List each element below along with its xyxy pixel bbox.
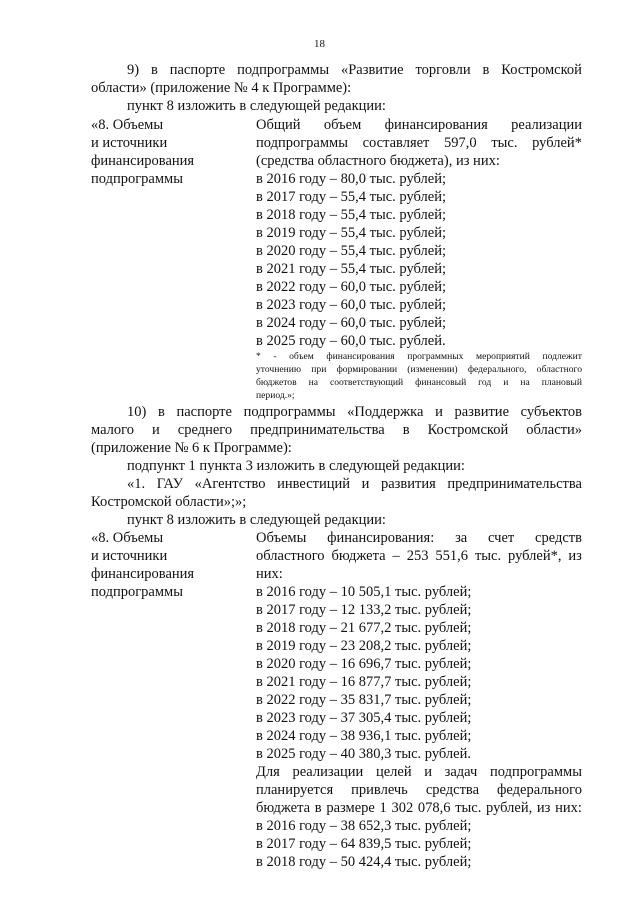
year-amount-line: в 2022 году – 35 831,7 тыс. рублей;	[256, 692, 472, 708]
footnote-line: период.»;	[256, 390, 295, 401]
word: подпрограммы	[489, 764, 582, 780]
word: привлечь	[351, 782, 408, 798]
word: на	[308, 377, 318, 388]
left-col-line: и источники	[91, 548, 168, 564]
left-col-line: «8. Объемы	[91, 117, 164, 133]
word: объем	[323, 117, 362, 133]
word: планируется	[256, 782, 334, 798]
word: в	[157, 404, 165, 420]
word: 078,6	[417, 800, 451, 816]
word: средств	[535, 530, 582, 546]
word: Объемы	[256, 530, 307, 546]
word: бюджета	[256, 800, 311, 816]
page-number: 18	[314, 38, 325, 50]
year-amount-line: в 2025 году – 60,0 тыс. рублей.	[256, 333, 446, 349]
word: финансирования:	[327, 530, 435, 546]
financing-line	[256, 530, 582, 547]
word: них:	[555, 800, 582, 816]
word: субъектов	[520, 404, 582, 420]
word: и	[435, 404, 443, 420]
financing-line: (средства областного бюджета), из них:	[256, 153, 500, 169]
year-amount-line: в 2019 году – 23 208,2 тыс. рублей;	[256, 638, 472, 654]
word: из	[536, 800, 551, 816]
word: предпринимательства	[250, 422, 385, 438]
year-amount-line: в 2020 году – 16 696,7 тыс. рублей;	[256, 656, 472, 672]
footnote-line	[256, 350, 582, 363]
word: бюджетов	[256, 377, 297, 388]
word: рублей,	[486, 800, 533, 816]
left-col-line: подпрограммы	[91, 584, 183, 600]
word: год	[478, 377, 492, 388]
year-amount-line: в 2016 году – 38 652,3 тыс. рублей;	[256, 818, 472, 834]
word: рублей*	[532, 135, 582, 151]
year-amount-line: в 2017 году – 12 133,2 тыс. рублей;	[256, 602, 472, 618]
year-amount-line: в 2024 году – 38 936,1 тыс. рублей;	[256, 728, 472, 744]
word: (изменении)	[407, 364, 458, 375]
word: подпрограммы	[243, 404, 336, 420]
word: областного	[536, 364, 582, 375]
word: 597,0	[444, 135, 477, 151]
word: -	[273, 351, 277, 362]
word: тыс.	[491, 135, 518, 151]
word: предпринимательства	[447, 476, 582, 492]
year-amount-line: в 2021 году – 16 877,7 тыс. рублей;	[256, 674, 472, 690]
word: программных	[407, 351, 464, 362]
footnote-line	[256, 363, 582, 376]
financing-line	[256, 782, 582, 799]
year-amount-line: в 2020 году – 55,4 тыс. рублей;	[256, 243, 447, 259]
item9-heading-line1	[127, 62, 582, 79]
word: областного	[256, 548, 325, 564]
word: малого	[91, 422, 134, 438]
word: соответствующий	[329, 377, 404, 388]
word: развития	[381, 476, 436, 492]
year-amount-line: в 2023 году – 60,0 тыс. рублей;	[256, 297, 447, 313]
item10-heading-line2	[91, 422, 582, 439]
item9-heading-line2: области» (приложение № 4 к Программе):	[91, 80, 352, 96]
word: и	[503, 377, 509, 388]
year-amount-line: в 2018 году – 21 677,2 тыс. рублей;	[256, 620, 472, 636]
year-amount-line: в 2018 году – 55,4 тыс. рублей;	[256, 207, 447, 223]
word: *	[256, 351, 261, 362]
word: 302	[391, 800, 414, 816]
year-amount-line: в 2019 году – 55,4 тыс. рублей;	[256, 225, 447, 241]
word: торговли	[415, 62, 471, 78]
word: 253	[406, 548, 429, 564]
word: среднего	[177, 422, 233, 438]
year-amount-line: в 2017 году – 55,4 тыс. рублей;	[256, 189, 447, 205]
word: задач	[444, 764, 478, 780]
word: развитие	[454, 404, 510, 420]
word: бюджета	[331, 548, 386, 564]
word: на	[520, 377, 530, 388]
word: «Поддержка	[347, 404, 424, 420]
financing-line: них:	[256, 566, 283, 582]
year-amount-line: в 2018 году – 50 424,4 тыс. рублей;	[256, 854, 472, 870]
word: финансовый	[415, 377, 467, 388]
word: –	[392, 548, 400, 564]
word: инвестиций	[277, 476, 351, 492]
word: паспорте	[169, 62, 226, 78]
financing-line	[256, 800, 582, 817]
financing-line	[256, 548, 582, 565]
year-amount-line: в 2017 году – 64 839,5 тыс. рублей;	[256, 836, 472, 852]
item10-instruction: пункт 8 изложить в следующей редакции:	[127, 512, 386, 528]
word: уточнению	[256, 364, 302, 375]
item10-quote-line1	[127, 476, 582, 493]
left-col-line: подпрограммы	[91, 171, 183, 187]
word: 10)	[127, 404, 147, 420]
word: области»	[526, 422, 582, 438]
year-amount-line: в 2024 году – 60,0 тыс. рублей;	[256, 315, 447, 331]
word: «Развитие	[340, 62, 404, 78]
word: за	[455, 530, 468, 546]
item10-heading-line1	[127, 404, 582, 421]
word: средства	[425, 782, 479, 798]
word: финансирования	[384, 117, 488, 133]
word: и	[424, 764, 432, 780]
word: размере	[326, 800, 375, 816]
word: 1	[379, 800, 387, 816]
word: при	[311, 364, 327, 375]
item10-quote-line2: Костромской области»;»;	[91, 494, 247, 510]
year-amount-line: в 2016 году – 80,0 тыс. рублей;	[256, 171, 447, 187]
item9-instruction: пункт 8 изложить в следующей редакции:	[127, 98, 386, 114]
word: составляет	[362, 135, 430, 151]
word: Костромской	[501, 62, 582, 78]
year-amount-line: в 2021 году – 55,4 тыс. рублей;	[256, 261, 447, 277]
word: из	[568, 548, 582, 564]
left-col-line: финансирования	[91, 566, 195, 582]
word: подлежит	[542, 351, 582, 362]
left-col-line: и источники	[91, 135, 168, 151]
left-col-line: финансирования	[91, 153, 195, 169]
financing-line	[256, 764, 582, 781]
year-amount-line: в 2023 году – 37 305,4 тыс. рублей;	[256, 710, 472, 726]
word: ГАУ	[156, 476, 183, 492]
year-amount-line: в 2016 году – 10 505,1 тыс. рублей;	[256, 584, 472, 600]
item10-sub-instruction: подпункт 1 пункта 3 изложить в следующей редакции:	[127, 458, 465, 474]
word: и	[151, 422, 160, 438]
left-col-line: «8. Объемы	[91, 530, 164, 546]
word: и	[361, 476, 370, 492]
word: реализации	[292, 764, 364, 780]
word: мероприятий	[476, 351, 530, 362]
word: в	[314, 800, 322, 816]
footnote-line	[256, 376, 582, 389]
word: Для	[256, 764, 280, 780]
word: паспорте	[176, 404, 232, 420]
word: в	[402, 422, 410, 438]
financing-line	[256, 135, 582, 152]
year-amount-line: в 2022 году – 60,0 тыс. рублей;	[256, 279, 447, 295]
word: тыс.	[474, 548, 502, 564]
word: тыс.	[455, 800, 482, 816]
word: Костромской	[427, 422, 509, 438]
word: счет	[488, 530, 515, 546]
financing-line	[256, 117, 582, 134]
word: рублей*,	[508, 548, 562, 564]
item10-heading-line3: (приложение № 6 к Программе):	[91, 440, 292, 456]
word: федерального	[497, 782, 582, 798]
word: плановый	[541, 377, 582, 388]
word: федерального,	[467, 364, 527, 375]
year-amount-line: в 2025 году – 40 380,3 тыс. рублей.	[256, 746, 471, 762]
word: 551,6	[435, 548, 469, 564]
word: подпрограммы	[256, 135, 348, 151]
word: формировании	[336, 364, 398, 375]
word: 9)	[127, 62, 140, 78]
word: финансирования	[326, 351, 395, 362]
word: Общий	[256, 117, 301, 133]
word: реализации	[511, 117, 582, 133]
word: подпрограммы	[237, 62, 330, 78]
word: в	[150, 62, 158, 78]
word: в	[482, 62, 490, 78]
word: «1.	[127, 476, 146, 492]
word: «Агентство	[194, 476, 266, 492]
word: объем	[289, 351, 314, 362]
word: целей	[375, 764, 412, 780]
